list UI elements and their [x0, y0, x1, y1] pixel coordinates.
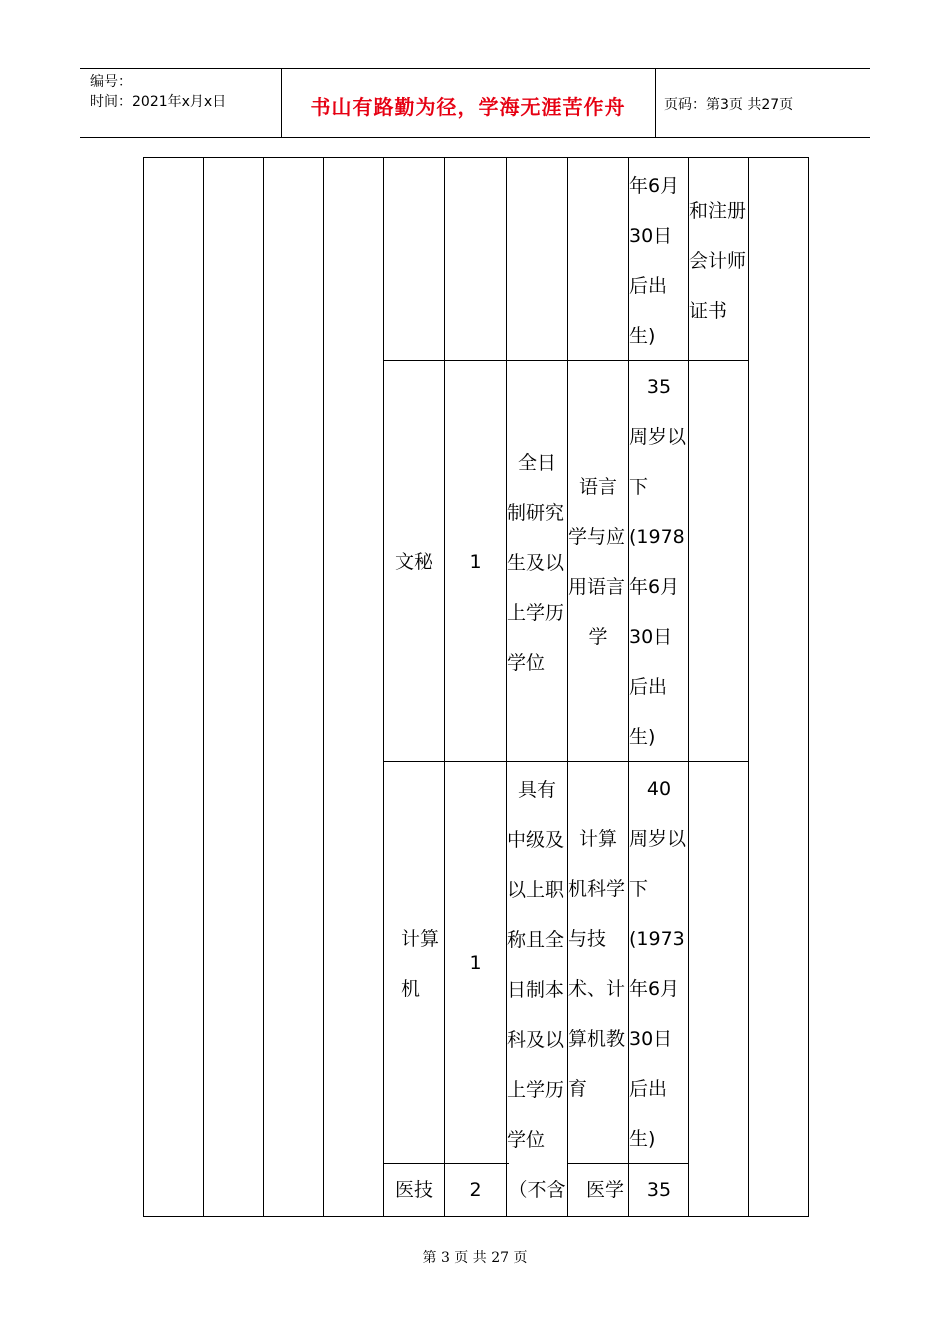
cont-age-cell [629, 161, 689, 361]
wenmi-age-cell [629, 362, 689, 762]
cell-line: 具有 [517, 779, 556, 801]
cell-line: 与技 [568, 928, 607, 950]
document-number: 编号： [90, 74, 132, 90]
cell-line: 日制本 [507, 979, 565, 1001]
cell-line: 计算 [578, 828, 617, 850]
cell-line: 机科学 [568, 878, 626, 900]
cell-line: (1978 [629, 526, 685, 548]
cell-line: 中级及 [507, 829, 565, 851]
header-meta [90, 72, 226, 112]
cont-note-cell [689, 186, 749, 336]
yiji-post-cell [384, 1165, 444, 1215]
computer-post-cell [401, 914, 445, 1014]
row-line [383, 1163, 509, 1164]
yiji-age-cell [629, 1165, 689, 1215]
cell-line: 后出 [629, 1078, 668, 1100]
cell-line: 称且全 [507, 929, 565, 951]
cell-line: 会计师 [689, 250, 747, 272]
column-line [323, 157, 324, 1217]
cell-line: 年6月 [629, 576, 680, 598]
cell-line: 科及以 [507, 1029, 565, 1051]
document-time: 时间：2021年x月x日 [90, 94, 227, 110]
table-border-left [143, 157, 144, 1217]
cell-line: 学位 [507, 652, 546, 674]
table-border-bottom [143, 1216, 809, 1217]
cell-line: 35 [646, 1179, 672, 1201]
cell-line: 以上职 [507, 879, 565, 901]
header-divider [655, 69, 656, 137]
header-page-info: 页码：第3页 共27页 [664, 97, 794, 113]
cell-line: 上学历 [507, 1079, 565, 1101]
cell-line: 和注册 [689, 200, 747, 222]
cell-line: 生) [629, 1128, 656, 1150]
table-border-top [143, 157, 809, 158]
cell-line: 医技 [394, 1179, 433, 1201]
cell-line: （不含 [508, 1179, 566, 1201]
cell-line: 30日 [629, 626, 673, 648]
cell-line: 算机教 [568, 1028, 626, 1050]
cell-line: 生) [629, 726, 656, 748]
cell-line: 35 [646, 376, 672, 398]
computer-edu-cell [507, 765, 567, 1165]
yiji-count-cell: 2 [469, 1179, 482, 1201]
cell-line: 机 [401, 978, 421, 1000]
column-line [263, 157, 264, 1217]
column-line [203, 157, 204, 1217]
computer-major-cell [568, 814, 628, 1114]
table-border-right [808, 157, 809, 1217]
row-line [383, 360, 749, 361]
row-line [383, 761, 749, 762]
cell-line: 生及以 [507, 552, 565, 574]
column-line [383, 157, 384, 1217]
cell-line: 制研究 [507, 502, 565, 524]
cell-line: 语言 [578, 476, 617, 498]
header-motto: 书山有路勤为径，学海无涯苦作舟 [310, 95, 626, 119]
cell-line: 下 [629, 476, 649, 498]
cell-line: 40 [646, 778, 672, 800]
cell-line: 下 [629, 878, 649, 900]
wenmi-count-cell: 1 [469, 551, 482, 573]
computer-count-cell: 1 [469, 952, 482, 974]
cell-line: 30日 [629, 225, 673, 247]
cell-line: 生) [629, 325, 656, 347]
cell-line: 术、计 [568, 978, 626, 1000]
recruitment-table [143, 157, 809, 1217]
cell-line: 学与应 [568, 526, 626, 548]
cell-line: 上学历 [507, 602, 565, 624]
computer-age-cell [629, 764, 689, 1164]
cell-line: 育 [568, 1078, 588, 1100]
cell-line: 用语言 [568, 576, 626, 598]
wenmi-edu-cell [507, 438, 567, 688]
cell-line: 后出 [629, 275, 668, 297]
cell-line: 文秘 [394, 551, 433, 573]
wenmi-major-cell [568, 462, 628, 662]
cell-line: 全日 [517, 452, 556, 474]
page-footer: 第 3 页 共 27 页 [422, 1250, 528, 1266]
yiji-major-cell [568, 1165, 628, 1215]
cell-line: 学位 [507, 1129, 546, 1151]
yiji-edu-cell [507, 1165, 567, 1215]
cell-line: 学 [588, 626, 608, 648]
wenmi-post-cell [384, 537, 444, 587]
column-line [444, 157, 445, 1217]
cell-line: 周岁以 [629, 828, 687, 850]
page-header [80, 68, 870, 138]
cell-line: 年6月 [629, 175, 680, 197]
cell-line: 计算 [401, 928, 440, 950]
cell-line: 证书 [689, 300, 728, 322]
cell-line: 后出 [629, 676, 668, 698]
cell-line: 30日 [629, 1028, 673, 1050]
cell-line: 周岁以 [629, 426, 687, 448]
cell-line: 年6月 [629, 978, 680, 1000]
cell-line: (1973 [629, 928, 685, 950]
cell-line: 医学 [586, 1179, 625, 1201]
